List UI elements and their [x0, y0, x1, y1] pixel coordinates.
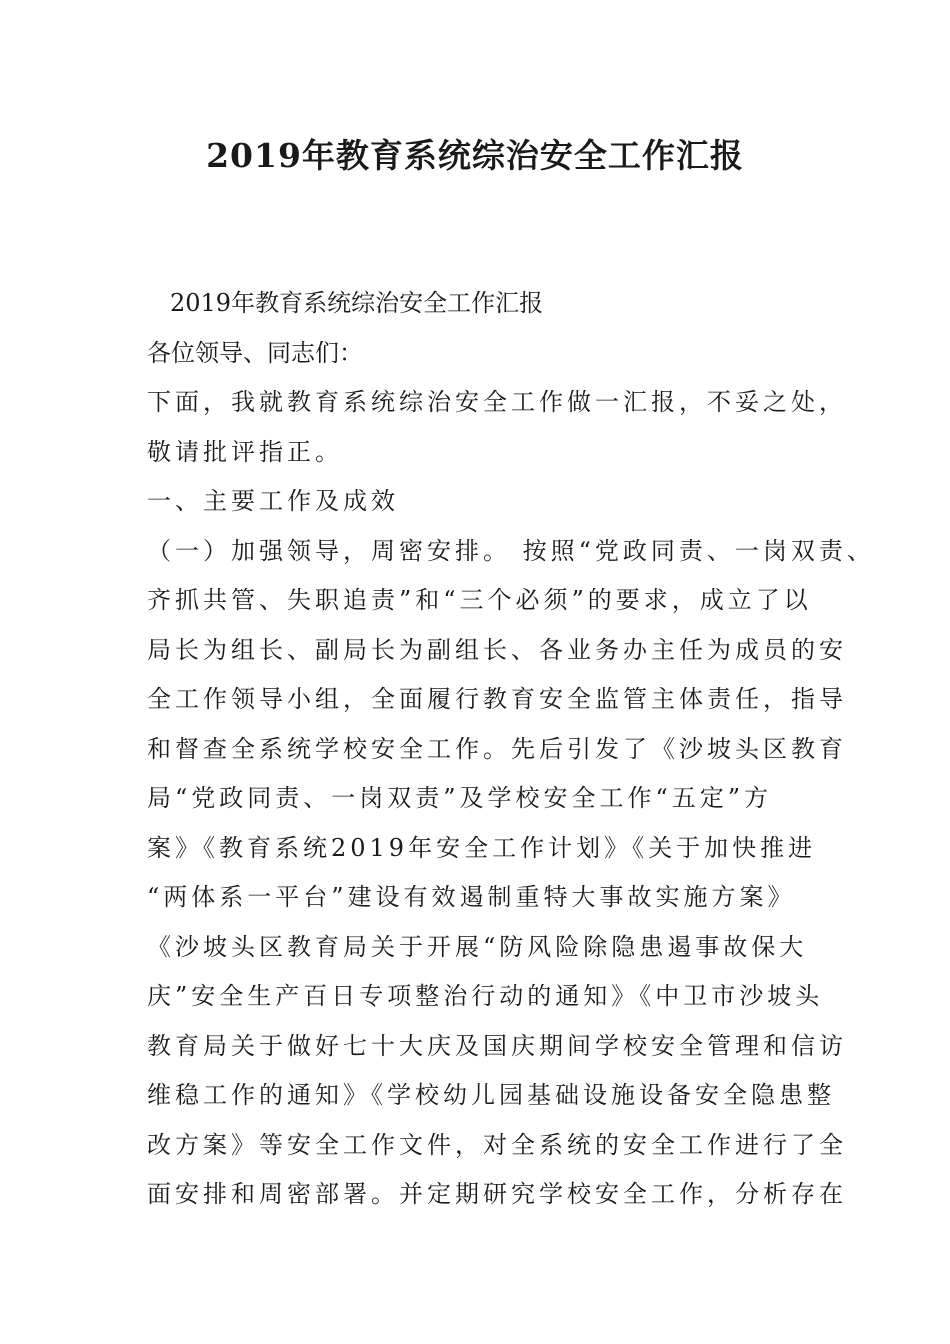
- body-line: 全工作领导小组，全面履行教育安全监管主体责任，指导: [147, 685, 847, 713]
- body-line: 维稳工作的通知》《学校幼儿园基础设施设备安全隐患整: [147, 1081, 835, 1109]
- body-line: 案》《教育系统2019年安全工作计划》《关于加快推进: [147, 833, 817, 862]
- body-subtitle: 2019年教育系统综治安全工作汇报: [170, 289, 544, 317]
- body-line: 庆”安全生产百日专项整治行动的通知》《中卫市沙坡头: [147, 982, 824, 1010]
- body-line: 下面，我就教育系统综治安全工作做一汇报，不妥之处，: [147, 388, 847, 416]
- body-line: 局长为组长、副局长为副组长、各业务办主任为成员的安: [147, 635, 847, 664]
- body-line: 敬请批评指正。: [147, 437, 343, 466]
- body-line: 《沙坡头区教育局关于开展“防风险除隐患遏事故保大: [147, 932, 808, 961]
- document-body: [147, 283, 875, 1224]
- body-line: 面安排和周密部署。并定期研究学校安全工作，分析存在: [147, 1180, 847, 1208]
- body-line: 教育局关于做好七十大庆及国庆期间学校安全管理和信访: [147, 1031, 847, 1060]
- body-line: 齐抓共管、失职追责”和“三个必须”的要求，成立了以: [147, 586, 812, 614]
- body-line: 局“党政同责、一岗双责”及学校安全工作“五定”方: [147, 784, 773, 812]
- body-line: （一）加强领导，周密安排。 按照“党政同责、一岗双责、: [147, 536, 875, 565]
- body-line: “两体系一平台”建设有效遏制重特大事故实施方案》: [147, 883, 796, 911]
- body-line: 改方案》等安全工作文件，对全系统的安全工作进行了全: [147, 1130, 847, 1159]
- document-title: 2019年教育系统综治安全工作汇报: [206, 136, 744, 175]
- salutation: 各位领导、同志们：: [147, 338, 363, 367]
- body-line: 和督查全系统学校安全工作。先后引发了《沙坡头区教育: [147, 734, 847, 763]
- section-heading: 一、主要工作及成效: [147, 487, 399, 515]
